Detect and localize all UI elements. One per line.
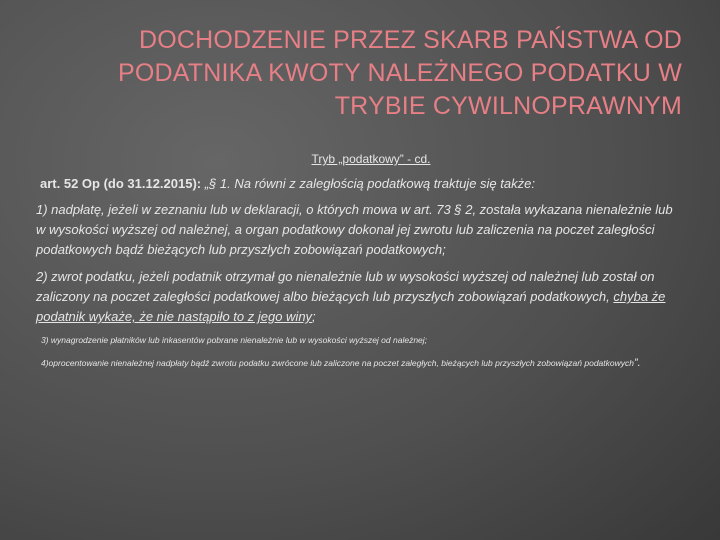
- slide-subtitle: Tryb „podatkowy” - cd.: [311, 152, 431, 166]
- list-item-2-underlined: chyba że podatnik wykaże, że nie nastąpiło to z jego winy: [36, 289, 666, 324]
- list-item-1: 1) nadpłatę, jeżeli w zeznaniu lub w deklaracji, o których mowa w art. 73 § 2, została wykazana nienależnie lub w wysokości wyższej od należnej, a organ podatkowy dokonał jej zwrotu lub zaliczenia na poczet zaległości podatkowych bądź bieżących lub przyszłych zobowiązań podatkowych;: [36, 202, 673, 257]
- list-item-2-text: 2) zwrot podatku, jeżeli podatnik otrzymał go nienależnie lub w wysokości wyższej od należnej lub został on zaliczony na poczet zaległości podatkowej albo bieżących lub przyszłych zobowiązań podatkowych,: [36, 269, 655, 304]
- article-reference: art. 52 Op (do 31.12.2015):: [40, 176, 202, 191]
- slide-content: [36, 150, 684, 370]
- list-item-3: 3) wynagrodzenie płatników lub inkasentów pobrane nienależnie lub w wysokości wyższej od należnej;: [41, 335, 428, 345]
- slide-title: DOCHODZENIE PRZEZ SKARB PAŃSTWA OD PODATNIKA KWOTY NALEŻNEGO PODATKU W TRYBIE CYWILNOPRAWNYM: [117, 26, 682, 120]
- list-item-4-close: ”.: [634, 357, 641, 369]
- article-lead: [40, 174, 684, 194]
- article-lead-text: „§ 1. Na równi z zaległością podatkową traktuje się także:: [201, 176, 535, 191]
- list-item-4-text: 4)oprocentowanie nienależnej nadpłaty bądź zwrotu podatku zwrócone lub zaliczone na poczet zaległych, bieżących lub przyszłych zobowiązań podatkowych: [41, 358, 634, 368]
- list-item-2-end: ;: [312, 309, 316, 324]
- list-item-4: [41, 356, 684, 370]
- list-item-2: [36, 267, 684, 327]
